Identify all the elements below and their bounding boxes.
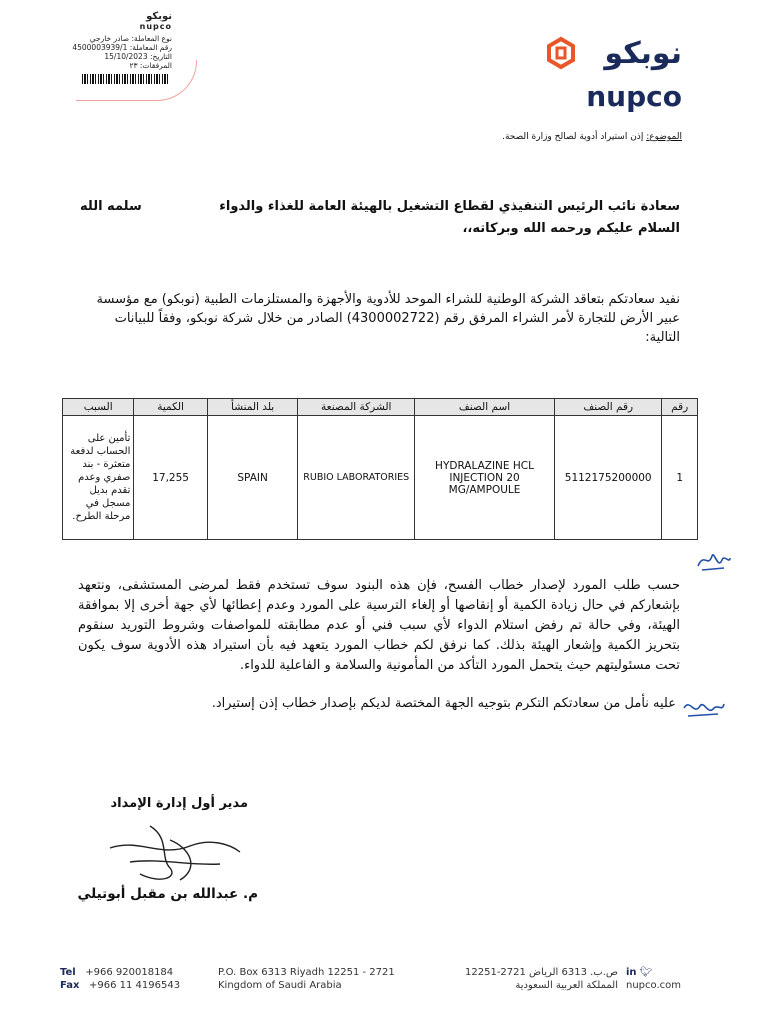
logo-english: nupco	[586, 80, 682, 113]
logo-arabic: نوبكو	[604, 36, 682, 71]
footer-tel	[60, 966, 180, 979]
country-ar: المملكة العربية السعودية	[515, 980, 618, 991]
twitter-icon[interactable]: 🐦︎	[639, 967, 653, 978]
po-box-en: P.O. Box 6313 Riyadh 12251 - 2721	[218, 967, 395, 978]
initials-signature-2	[682, 694, 726, 722]
stamp-attachments: المرفقات: ٢٣	[129, 61, 172, 70]
header-item-code: رقم الصنف	[555, 399, 662, 416]
stamp-brand-en: nupco	[139, 22, 172, 31]
intro-paragraph: نفيد سعادتكم بتعاقد الشركة الوطنية للشراء الموحد للأدوية والأجهزة والمستلزمات الطبية (نوبكو) مع مؤسسة عبير الأرض للتجارة لأمر الشراء المرفق رقم (4300002722) الصادر من خلال شركة نوبكو، وفقاً للبيانات التالية:	[96, 292, 680, 345]
signer-name: م. عبدالله بن مقبل أبوتيلي	[77, 886, 258, 902]
subject-label: الموضوع:	[646, 132, 682, 142]
table-header-row	[63, 399, 698, 416]
table-row	[63, 416, 698, 540]
handwritten-signature	[100, 818, 250, 888]
footer	[0, 962, 768, 1002]
subject-text: إذن استيراد أدوية لصالح وزارة الصحة.	[502, 132, 644, 142]
cell-no: 1	[662, 416, 698, 540]
header-no: رقم	[662, 399, 698, 416]
po-box-ar: ص.ب. 6313 الرياض 2721-12251	[465, 967, 618, 978]
honorific: سلمه الله	[80, 199, 142, 214]
header-reason: السبب	[63, 399, 134, 416]
initials-signature	[694, 546, 734, 574]
fax-label: Fax	[60, 980, 80, 991]
cell-item-code: 5112175200000	[555, 416, 662, 540]
cell-quantity: 17,255	[134, 416, 207, 540]
items-table	[62, 398, 698, 540]
footer-contact	[60, 966, 180, 992]
header-quantity: الكمية	[134, 399, 207, 416]
request-paragraph: عليه نأمل من سعادتكم التكرم بتوجيه الجهة المختصة لديكم بإصدار خطاب إذن إستيراد.	[211, 696, 676, 711]
footer-address-ar	[465, 966, 618, 992]
footer-address-en	[218, 966, 395, 992]
stamp-brand-ar: نوبكو	[146, 11, 172, 22]
greeting-line: السلام عليكم ورحمه الله وبركاته،،	[462, 221, 680, 236]
barcode	[82, 74, 170, 84]
stamp-date: التاريخ: 15/10/2023	[104, 52, 172, 61]
nupco-mark-icon	[544, 36, 578, 70]
website-link[interactable]: nupco.com	[626, 980, 681, 991]
addressee-title: سعادة نائب الرئيس التنفيذي لقطاع التشغيل بالهيئة العامة للغذاء والدواء	[219, 199, 680, 214]
linkedin-icon[interactable]: in	[626, 967, 637, 978]
stamp-type: نوع المعاملة: صادر خارجي	[89, 34, 172, 43]
stamp-number: رقم المعاملة: 4500003939/1	[72, 43, 172, 52]
header-item-name: اسم الصنف	[415, 399, 555, 416]
signer-title: مدير أول إدارة الإمداد	[110, 796, 248, 811]
cell-reason: تأمين على الحساب لدفعة متعثرة - بند صفري وعدم تقدم بديل مسجل في مرحلة الطرح.	[63, 416, 134, 540]
subject-line	[502, 132, 682, 142]
cell-origin: SPAIN	[207, 416, 298, 540]
tel-number: +966 920018184	[85, 967, 174, 978]
header-manufacturer: الشركة المصنعة	[298, 399, 415, 416]
commitment-paragraph: حسب طلب المورد لإصدار خطاب الفسح، فإن هذه البنود سوف تستخدم فقط لمرضى المستشفى، ونتعهد بإشعاركم في حال زيادة الكمية أو إنقاصها أو إلغاء الترسية على المورد وعدم إعطائها لأي جهة أخرى إلا بموافقة الهيئة، وفي حالة تم رفض استلام الدواء لأي سبب فني أو عدم مطابقته للمواصفات وشروط التوريد سنقوم بتحريز الكمية وإشعار الهيئة بذلك. كما نرفق لكم خطاب المورد يتعهد فيه بأن استيراد هذه الأدوية سوف يكون تحت مسئوليتهم حيث يتحمل المورد التأكد من المأمونية والسلامة و الفاعلية للدواء.	[78, 578, 680, 673]
cell-item-name: HYDRALAZINE HCL INJECTION 20 MG/AMPOULE	[415, 416, 555, 540]
country-en: Kingdom of Saudi Arabia	[218, 980, 342, 991]
tel-label: Tel	[60, 967, 76, 978]
nupco-logo	[562, 36, 682, 116]
registration-stamp	[16, 10, 176, 76]
footer-fax	[60, 979, 180, 992]
social-links[interactable]	[626, 966, 681, 979]
addressee	[80, 196, 680, 240]
header-origin: بلد المنشأ	[207, 399, 298, 416]
footer-web	[626, 966, 681, 992]
fax-number: +966 11 4196543	[89, 980, 181, 991]
cell-manufacturer: RUBIO LABORATORIES	[298, 416, 415, 540]
